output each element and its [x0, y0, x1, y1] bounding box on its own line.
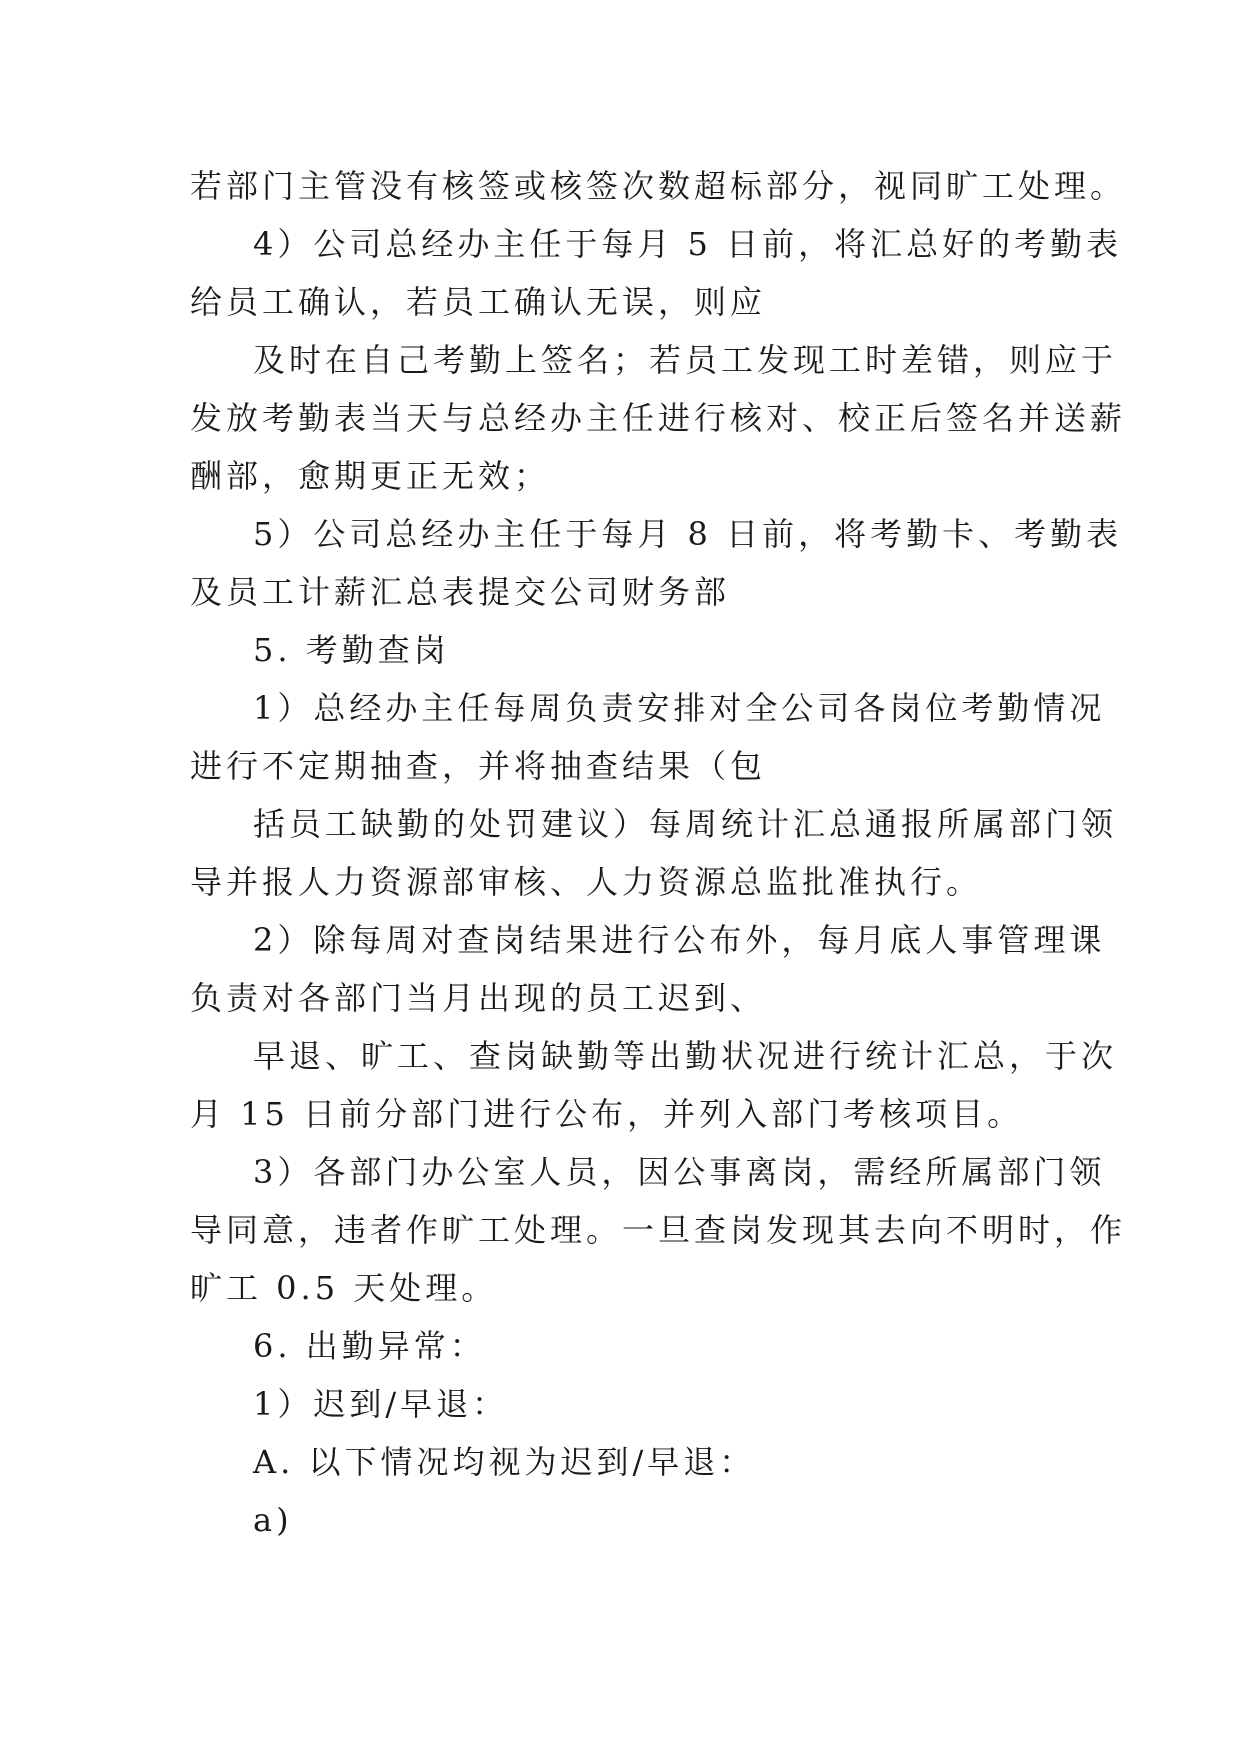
section-heading: 5. 考勤查岗: [253, 631, 450, 669]
text-line: 及员工计薪汇总表提交公司财务部: [190, 573, 731, 611]
text-line: 发放考勤表当天与总经办主任进行核对、校正后签名并送薪: [190, 399, 1127, 437]
text-line: 若部门主管没有核签或核签次数超标部分，视同旷工处理。: [190, 167, 1127, 205]
text-line: 1）总经办主任每周负责安排对全公司各岗位考勤情况: [253, 689, 1106, 727]
text-line: 导同意，违者作旷工处理。一旦查岗发现其去向不明时，作: [190, 1211, 1127, 1249]
text-line: 导并报人力资源部审核、人力资源总监批准执行。: [190, 863, 983, 901]
text-line: 旷工 0.5 天处理。: [190, 1269, 498, 1307]
text-line: A. 以下情况均视为迟到/早退：: [253, 1443, 756, 1481]
text-line: 早退、旷工、查岗缺勤等出勤状况进行统计汇总，于次: [253, 1037, 1118, 1075]
text-line: 月 15 日前分部门进行公布，并列入部门考核项目。: [190, 1095, 1024, 1133]
text-line: 2）除每周对查岗结果进行公布外，每月底人事管理课: [253, 921, 1106, 959]
section-heading: 6. 出勤异常：: [253, 1327, 486, 1365]
text-line: 5）公司总经办主任于每月 8 日前，将考勤卡、考勤表: [253, 515, 1123, 553]
text-line: 酬部，愈期更正无效；: [190, 457, 551, 495]
text-line: 给员工确认，若员工确认无误，则应: [190, 283, 767, 321]
text-line: 进行不定期抽查，并将抽查结果（包: [190, 747, 767, 785]
text-line: 及时在自己考勤上签名；若员工发现工时差错，则应于: [253, 341, 1118, 379]
text-line: 1）迟到/早退：: [253, 1385, 509, 1423]
text-line: 负责对各部门当月出现的员工迟到、: [190, 979, 767, 1017]
text-line: a): [253, 1501, 293, 1539]
text-line: 括员工缺勤的处罚建议）每周统计汇总通报所属部门领: [253, 805, 1118, 843]
text-line: 3）各部门办公室人员，因公事离岗，需经所属部门领: [253, 1153, 1106, 1191]
text-line: 4）公司总经办主任于每月 5 日前，将汇总好的考勤表: [253, 225, 1123, 263]
